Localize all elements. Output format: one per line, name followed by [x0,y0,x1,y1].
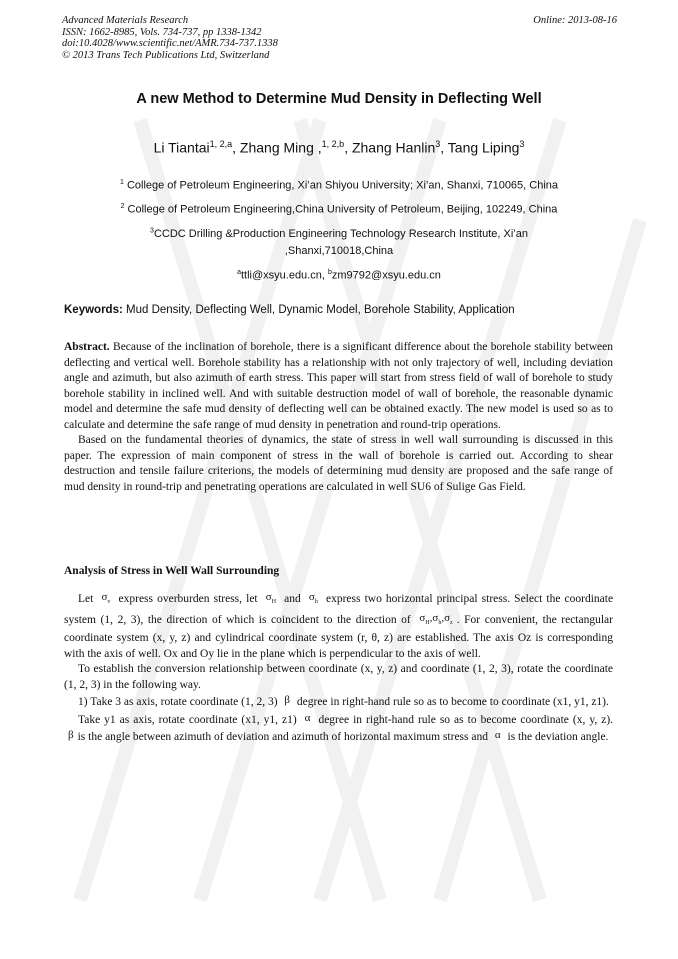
text-run: express two horizontal principal stress. Select the coordinate system (1, 2, 3), the direction of which is coincident to the direction of [64,593,614,626]
author-list [0,139,678,156]
author-name: , Zhang Ming , [232,139,322,156]
journal-name: Advanced Materials Research [62,15,189,26]
author-affiliation-mark: 3 [519,139,525,149]
affiliation-number: 3 [150,227,154,234]
text-run: Let [78,593,94,605]
keywords [64,304,624,316]
author-name: , Tang Liping [440,139,520,156]
text-run: express overburden stress, let [118,593,258,605]
text-run: degree in right-hand rule so as to become to coordinate (x1, y1, z1). [296,696,609,709]
abstract [64,340,613,495]
section-heading: Analysis of Stress in Well Wall Surrounding [64,565,280,577]
sigma-H-symbol: $\sigma_H$ [265,591,277,606]
section-paragraph [64,693,613,711]
affiliation-text: College of Petroleum Engineering, Xi’an Shiyou University; Xi’an, Shanxi, 710065, China [126,179,559,192]
author-affiliation-mark: 3 [435,139,441,149]
text-run: . For convenient, the rectangular coordinate system (x, y, z) and cylindrical coordinate system (r, θ, z) are established. The axis Oz is corresponding with the axis of well. Ox and Oy lie in the plane which is perpendicular to the axis of well. [64,613,613,660]
keywords-text: Mud Density, Deflecting Well, Dynamic Model, Borehole Stability, Application [126,304,515,316]
doi-line: doi:10.4028/www.scientific.net/AMR.734-737.1338 [62,38,278,49]
author-affiliation-mark: 1, 2,a [209,139,233,149]
copyright-line: © 2013 Trans Tech Publications Ltd, Switzerland [62,49,270,61]
online-date: Online: 2013-08-16 [533,15,617,26]
section-paragraph: To establish the conversion relationship between coordinate (x, y, z) and coordinate (1, 2, 3), rotate the coordinate (1, 2, 3) in the following way. [64,663,613,691]
abstract-paragraph: Because of the inclination of borehole, there is a significant difference about the borehole stability between deflecting and vertical well. Borehole stability has a relationship with not only trajectory of well, including deviation angle and azimuth, but also azimuth of earth stress. This paper will start from stress field of wall of borehole to study borehole stability in inclined well. And with suitable destruction model of wall of borehole, the reasonable dynamic model and determine the safe mud density of deflecting well can be obtained exactly. The new model is used so as to calculate and determine the safe range of mud density in penetration and round-trip operations. [64,341,613,431]
alpha-symbol: α [494,729,501,742]
section-paragraph [64,590,613,662]
sigma-set-symbol: $\sigma_H,\sigma_h,\sigma_z$ [419,611,453,626]
author-affiliation-mark: 1, 2,b [321,139,345,149]
text-run: 1) Take 3 as axis, rotate coordinate (1, 2, 3) [78,696,278,709]
beta-symbol: β [284,694,291,707]
paper-title: A new Method to Determine Mud Density in Deflecting Well [136,91,542,107]
affiliation-number: 2 [120,203,125,210]
email-address[interactable]: zm9792@xsyu.edu.cn [331,269,441,282]
email-mark: a [237,269,241,276]
sigma-v-symbol: $\sigma_v$ [101,591,111,606]
affiliation-text: College of Petroleum Engineering,China University of Petroleum, Beijing, 102249, China [127,203,558,216]
abstract-paragraph: Based on the fundamental theories of dynamics, the state of stress in well wall surrounding is discussed in this paper. The expression of main component of stress in the wall of borehole is carried out. According to shear destruction and tensile failure criterions, the models of determining mud density are proposed and the safe range of mud density in round-trip and penetrating operations are calculated in well SU6 of Sulige Gas Field. [64,434,613,493]
text-run: is the angle between azimuth of deviation and azimuth of horizontal maximum stress and [77,731,488,744]
section-body [64,590,613,746]
author-name: Li Tiantai [153,139,210,156]
affiliation-2 [0,198,678,219]
beta-symbol: β [68,729,74,742]
journal-header [62,15,617,61]
section-paragraph [64,711,613,746]
affiliation-text-continued: ,Shanxi,710018,China [284,244,394,257]
affiliation-1 [0,174,678,195]
affiliation-3 [0,222,678,260]
keywords-label: Keywords: [64,304,123,316]
text-run: and [284,593,301,605]
text-run: is the deviation angle. [507,731,609,744]
author-emails [0,264,678,285]
issn-line: ISSN: 1662-8985, Vols. 734-737, pp 1338-1342 [62,26,262,38]
author-name: , Zhang Hanlin [344,139,436,156]
affiliation-number: 1 [119,179,124,186]
sigma-h-symbol: $\sigma_h$ [308,591,318,606]
email-mark: b [327,269,332,276]
affiliation-text: CCDC Drilling &Production Engineering Technology Research Institute, Xi’an [153,227,528,240]
text-run: degree in right-hand rule so as to become coordinate (x, y, z). [318,713,614,726]
text-run: Take y1 as axis, rotate coordinate (x1, y1, z1) [78,713,297,726]
abstract-label: Abstract. [64,341,110,353]
alpha-symbol: α [304,711,311,724]
email-address[interactable]: ttli@xsyu.edu.cn, [240,269,325,282]
